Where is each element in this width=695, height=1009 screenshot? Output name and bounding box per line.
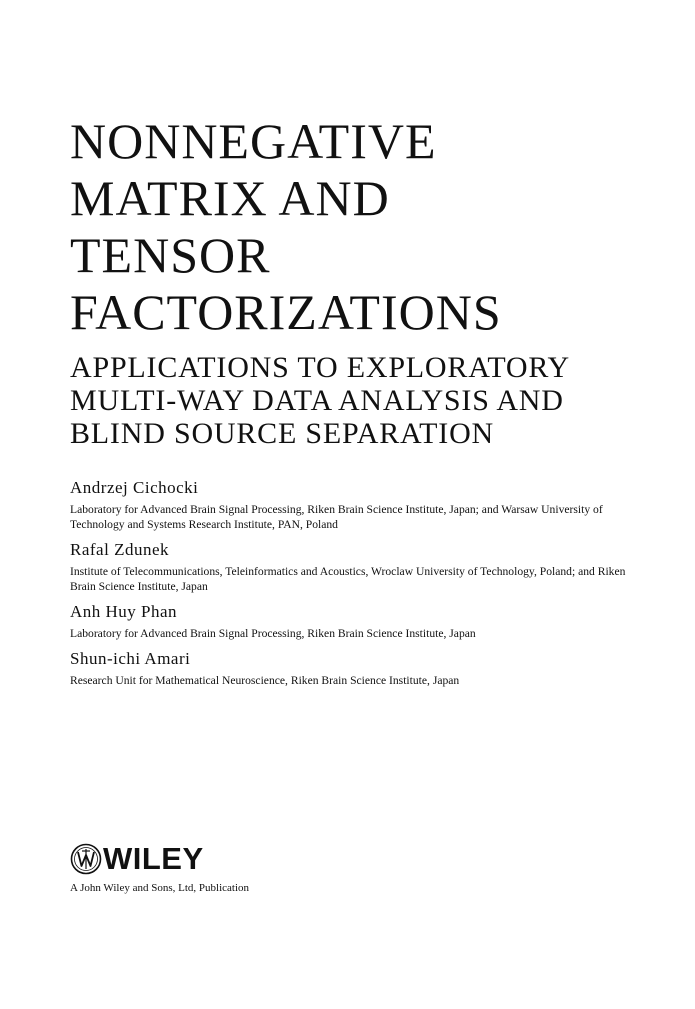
author-name: Rafal Zdunek (70, 540, 169, 559)
subtitle-line: BLIND SOURCE SEPARATION (70, 417, 495, 450)
author-entry (70, 539, 640, 594)
publisher-tagline: A John Wiley and Sons, Ltd, Publication (70, 882, 250, 894)
authors-list (70, 477, 640, 688)
author-affiliation: Laboratory for Advanced Brain Signal Processing, Riken Brain Science Institute, Japan; and Warsaw University of Technology and Systems Research Institute, PAN, Poland (70, 503, 603, 531)
wiley-emblem-icon (70, 843, 102, 875)
author-affiliation: Laboratory for Advanced Brain Signal Processing, Riken Brain Science Institute, Japan (70, 627, 476, 640)
title-line: TENSOR (70, 227, 271, 283)
title-line: MATRIX AND (70, 170, 390, 226)
title-block (70, 113, 670, 450)
author-affiliation: Institute of Telecommunications, Teleinformatics and Acoustics, Wroclaw University of Technology, Poland; and Riken Brain Science Institute, Japan (70, 565, 626, 593)
wiley-logo (70, 843, 249, 875)
wiley-wordmark: WILEY (103, 841, 204, 876)
subtitle-line: MULTI-WAY DATA ANALYSIS AND (70, 384, 564, 417)
author-entry (70, 477, 640, 532)
book-subtitle (70, 351, 670, 450)
author-name: Andrzej Cichocki (70, 478, 199, 497)
author-entry (70, 648, 640, 688)
author-entry (70, 601, 640, 641)
author-name: Anh Huy Phan (70, 602, 178, 621)
author-affiliation: Research Unit for Mathematical Neuroscience, Riken Brain Science Institute, Japan (70, 674, 460, 687)
book-title (70, 113, 670, 341)
title-line: NONNEGATIVE (70, 113, 437, 169)
subtitle-line: APPLICATIONS TO EXPLORATORY (70, 351, 571, 384)
title-line: FACTORIZATIONS (70, 284, 502, 340)
publisher-block (70, 843, 249, 895)
author-name: Shun-ichi Amari (70, 649, 191, 668)
